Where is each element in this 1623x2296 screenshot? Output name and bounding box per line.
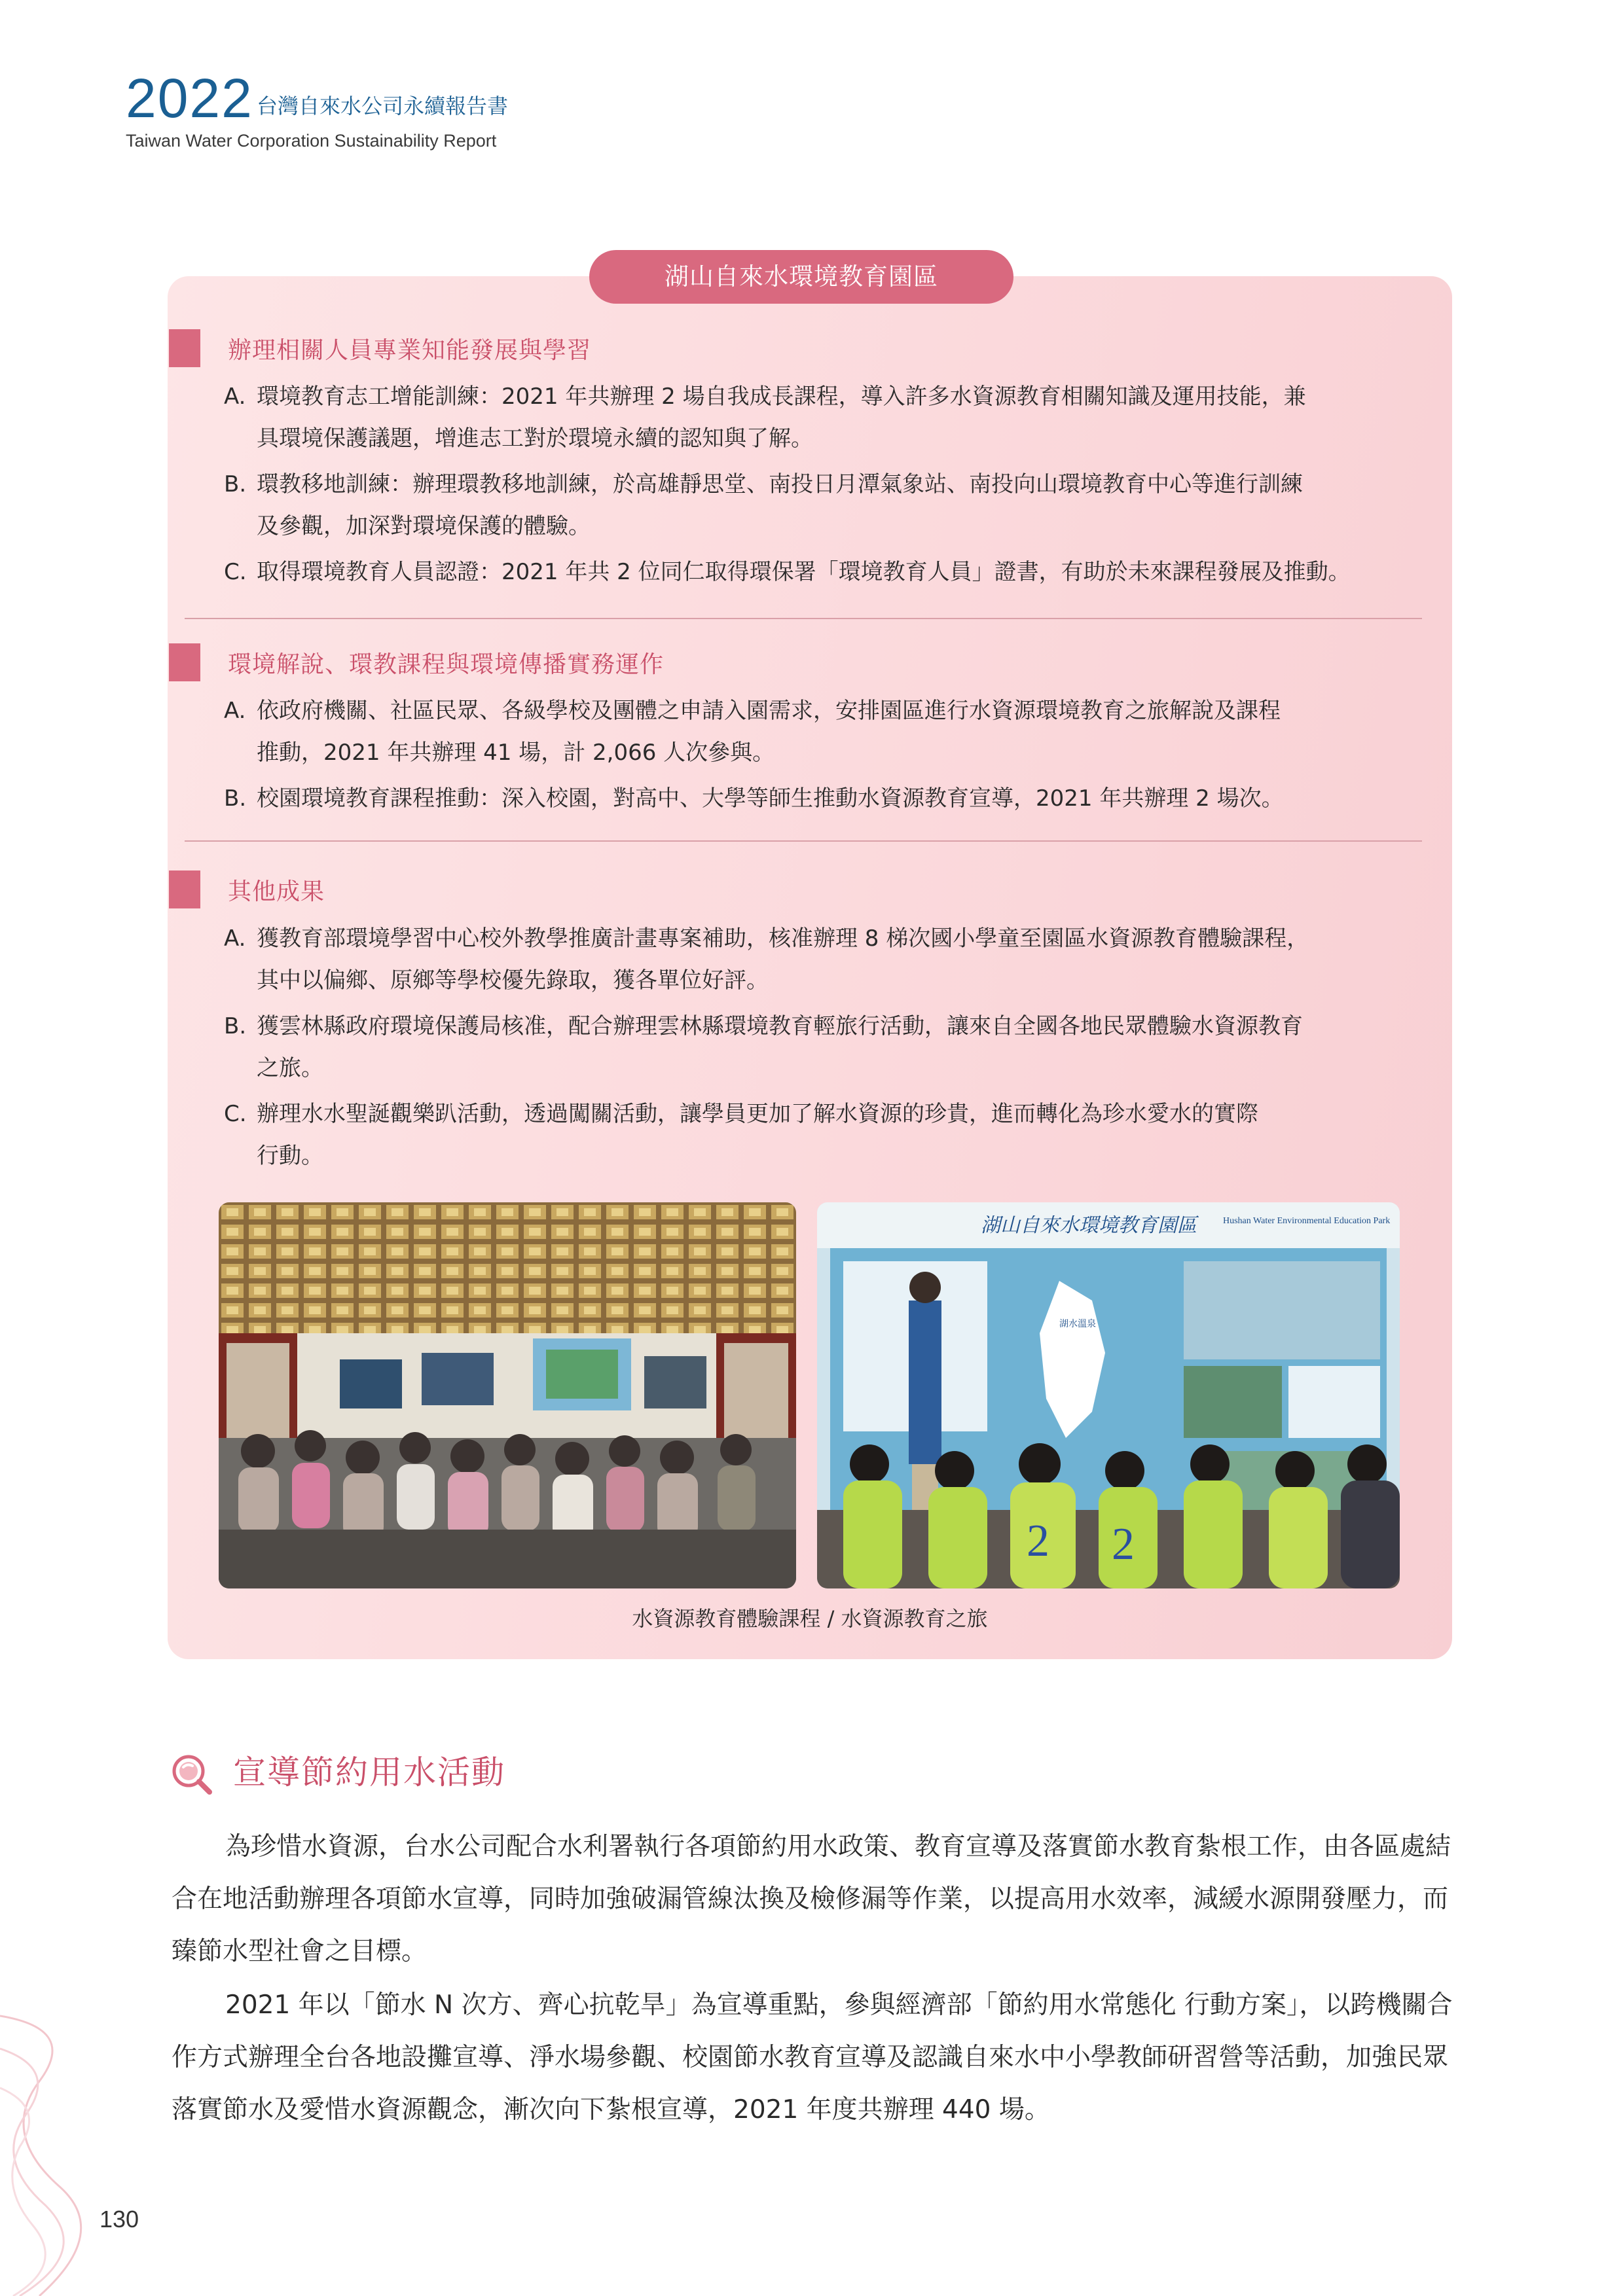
item-line: 辦理水水聖誕觀樂趴活動，透過闖關活動，讓學員更加了解水資源的珍貴，進而轉化為珍水愛水的實際 (257, 1101, 1258, 1127)
item-line: 環教移地訓練：辦理環教移地訓練，於高雄靜思堂、南投日月潭氣象站、南投向山環境教育中心等進行訓練 (257, 471, 1303, 497)
item-line: 其中以偏鄉、原鄉等學校優先錄取，獲各單位好評。 (257, 967, 769, 994)
photo-caption: 水資源教育體驗課程 / 水資源教育之旅 (632, 1606, 988, 1631)
list-item (224, 690, 1422, 774)
list-item (224, 1005, 1422, 1089)
section-marker (169, 870, 200, 908)
section-divider (185, 618, 1422, 619)
item-line: 具環境保護議題，增進志工對於環境永續的認知與了解。 (257, 425, 813, 452)
list-item (224, 463, 1422, 547)
shirt-number: 2 (1027, 1516, 1049, 1566)
item-line: 校園環境教育課程推動：深入校園，對高中、大學等師生推動水資源教育宣導，2021 年共辦理 2 場次。 (257, 785, 1284, 812)
exhibit-banner-title: 湖山自來水環境教育園區 (981, 1214, 1197, 1237)
list-item (224, 551, 1422, 593)
list-item (224, 918, 1422, 1001)
report-title: 台灣自來水公司永續報告書 (257, 94, 509, 118)
item-line: 及參觀，加深對環境保護的體驗。 (257, 513, 591, 539)
list-item (224, 376, 1422, 459)
report-subtitle: Taiwan Water Corporation Sustainability Report (126, 131, 497, 151)
item-letter: B. (224, 471, 247, 497)
card-title-pill: 湖山自來水環境教育園區 (589, 250, 1013, 304)
item-letter: C. (224, 1101, 247, 1127)
item-letter: A. (224, 925, 246, 952)
decorative-wave-lines (0, 1990, 157, 2296)
item-line: 依政府機關、社區民眾、各級學校及團體之申請入園需求，安排園區進行水資源環境教育之旅解說及課程 (257, 698, 1281, 724)
section-heading-label: 其他成果 (228, 878, 325, 905)
list-item (224, 1093, 1422, 1177)
item-letter: B. (224, 785, 247, 812)
section-heading-3 (169, 870, 325, 908)
body-paragraph: 2021 年以「節水 N 次方、齊心抗乾旱」為宣導重點，參與經濟部「節約用水常態化 行動方案」，以跨機關合作方式辦理全台各地設攤宣導、淨水場參觀、校園節水教育宣導及認識自來水中小學教師研習營等活動，加強民眾落實節水及愛惜水資源觀念，漸次向下紮根宣導，2021 年度共辦理 440 場。 (172, 1990, 1453, 2125)
item-line: 之旅。 (257, 1055, 323, 1081)
body-paragraph: 為珍惜水資源，台水公司配合水利署執行各項節約用水政策、教育宣導及落實節水教育紮根工作，由各區處結合在地活動辦理各項節水宣導，同時加強破漏管線汰換及檢修漏等作業，以提高用水效率，減緩水源開發壓力，而臻節水型社會之目標。 (172, 1832, 1451, 1966)
list-item (224, 778, 1422, 819)
item-letter: A. (224, 384, 246, 410)
section-heading-label: 環境解說、環教課程與環境傳播實務運作 (228, 651, 665, 678)
item-line: 獲教育部環境學習中心校外教學推廣計畫專案補助，核准辦理 8 梯次國小學童至園區水資源教育體驗課程， (257, 925, 1309, 952)
exhibit-map-label: 湖水溫泉 (1059, 1319, 1096, 1329)
section-marker (169, 643, 200, 681)
shirt-number: 2 (1112, 1519, 1135, 1570)
exhibit-banner-english: Hushan Water Environmental Education Park (1223, 1216, 1391, 1226)
item-line: 推動，2021 年共辦理 41 場，計 2,066 人次參與。 (257, 740, 775, 766)
photo-classroom (219, 1202, 796, 1588)
report-year: 2022 (126, 67, 253, 129)
magnifier-icon (169, 1751, 215, 1797)
page-number: 130 (100, 2206, 139, 2233)
section-divider (185, 840, 1422, 842)
section-heading-2 (169, 643, 664, 681)
item-letter: C. (224, 559, 247, 585)
item-line: 獲雲林縣政府環境保護局核准，配合辦理雲林縣環境教育輕旅行活動，讓來自全國各地民眾體驗水資源教育 (257, 1013, 1303, 1039)
section-title: 宣導節約用水活動 (233, 1753, 505, 1791)
photo-exhibition (817, 1202, 1400, 1588)
section-heading-label: 辦理相關人員專業知能發展與學習 (228, 336, 592, 364)
item-letter: A. (224, 698, 246, 724)
item-line: 行動。 (257, 1143, 323, 1169)
item-letter: B. (224, 1013, 247, 1039)
item-line: 環境教育志工增能訓練：2021 年共辦理 2 場自我成長課程，導入許多水資源教育相關知識及運用技能，兼 (257, 384, 1306, 410)
section-marker (169, 329, 200, 367)
item-line: 取得環境教育人員認證：2021 年共 2 位同仁取得環保署「環境教育人員」證書，有助於未來課程發展及推動。 (257, 559, 1351, 585)
section-heading-1 (169, 329, 591, 367)
